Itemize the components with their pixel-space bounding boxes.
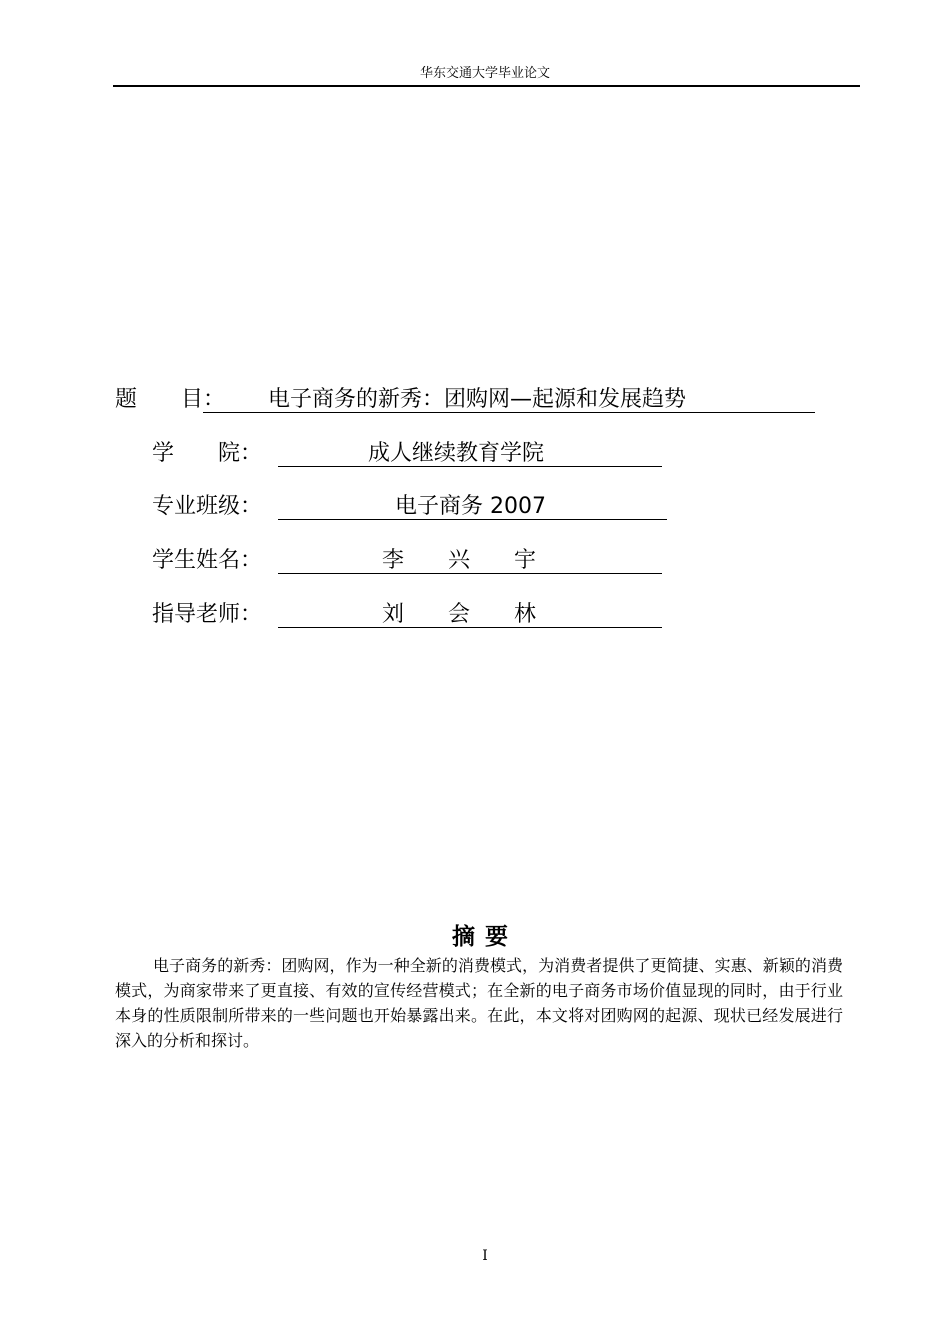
field-college: [152, 439, 672, 469]
header-rule: [113, 85, 860, 87]
college-label: 学 院：: [152, 441, 263, 466]
major-class-label: 专业班级：: [152, 494, 263, 519]
student-name-value: 李 兴 宇: [382, 548, 537, 573]
title-value: 电子商务的新秀：团购网—起源和发展趋势: [268, 387, 687, 412]
header-title: 华东交通大学毕业论文: [419, 66, 550, 81]
advisor-label: 指导老师：: [152, 602, 263, 627]
abstract-body: 电子商务的新秀：团购网，作为一种全新的消费模式，为消费者提供了更简捷、实惠、新颖的消费模式，为商家带来了更直接、有效的宣传经营模式；在全新的电子商务市场价值显现的同时，由于行业本身的性质限制所带来的一些问题也开始暴露出来。在此，本文将对团购网的起源、现状已经发展进行深入的分析和探讨。: [115, 956, 843, 1050]
abstract-heading: 摘要: [452, 924, 518, 950]
field-major-class: [152, 492, 672, 522]
major-class-value: 电子商务 2007: [395, 494, 546, 519]
page-number: I: [482, 1248, 488, 1264]
field-advisor: [152, 600, 672, 630]
college-value: 成人继续教育学院: [368, 441, 545, 466]
title-label: 题 目：: [115, 387, 226, 412]
field-student-name: [152, 546, 672, 576]
field-title: [115, 385, 825, 415]
advisor-value: 刘 会 林: [382, 602, 537, 627]
student-name-label: 学生姓名：: [152, 548, 263, 573]
